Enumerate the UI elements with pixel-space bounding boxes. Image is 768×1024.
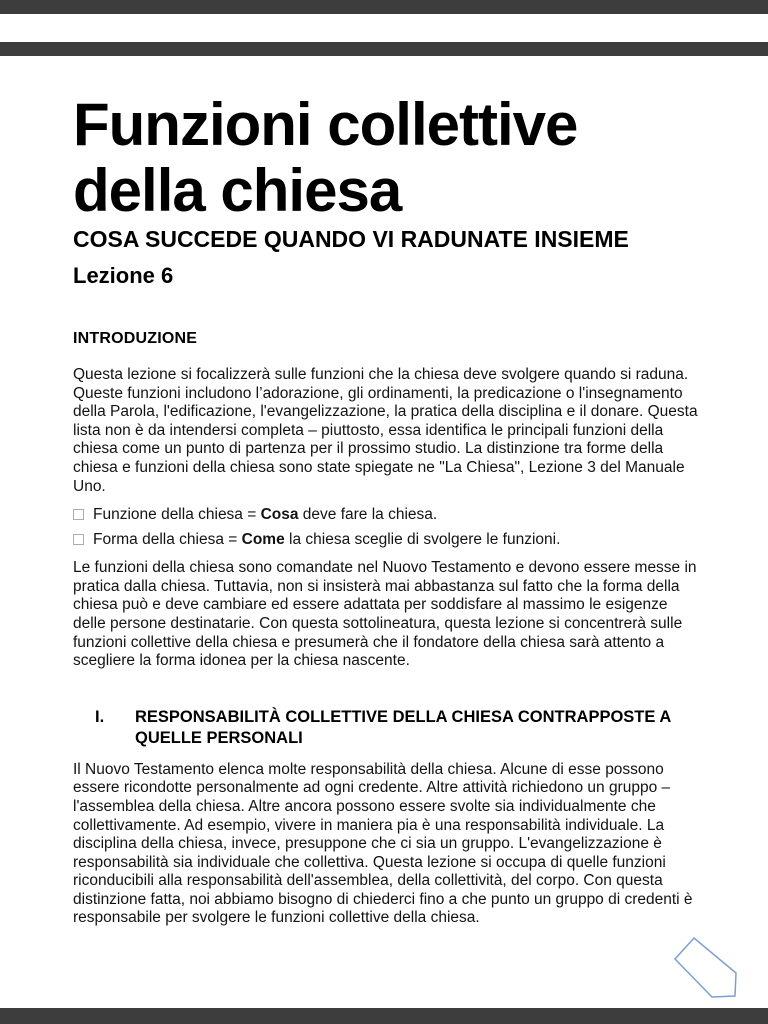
body-paragraph: Le funzioni della chiesa sono comandate nel Nuovo Testamento e devono essere messe in pratica dalla chiesa. Tuttavia, non si insisterà mai abbastanza sul fatto che la forma della chiesa può e deve cambiare ed essere adattata per soddisfare al massimo le esigenze delle persone destinatarie. Con questa sottolineatura, questa lezione si concentrerà sulle funzioni collettive della chiesa e presumerà che il fondatore della chiesa sarà attento a scegliere la forma idonea per la chiesa nascente.: [73, 559, 697, 670]
definition-term: Cosa: [260, 506, 299, 524]
square-bullet-icon: [73, 534, 84, 545]
lesson-number: Lezione 6: [73, 263, 174, 288]
list-item: [73, 502, 702, 527]
definition-text: Funzione della chiesa = Cosa deve fare la chiesa.: [93, 506, 438, 524]
list-item: [73, 527, 702, 552]
square-bullet-icon: [73, 509, 84, 520]
definition-list: [73, 502, 702, 552]
pencil-outline-shape-icon: [660, 925, 750, 1005]
previous-page-bottom-edge: [0, 14, 768, 42]
intro-paragraph: Questa lezione si focalizzerà sulle funzioni che la chiesa deve svolgere quando si raduna. Queste funzioni includono l’adorazione, gli ordinamenti, la predicazione o l'insegnamento della Parola, l'edificazione, l'evangelizzazione, la pratica della disciplina e il donare. Questa lista non è da intendersi completa – piuttosto, essa identifica le principali funzioni della chiesa come un punto di partenza per il prossimo studio. La distinzione tra forme della chiesa e funzioni della chiesa sono state spiegate ne "La Chiesa", Lezione 3 del Manuale Uno.: [73, 366, 698, 495]
document-subtitle: COSA SUCCEDE QUANDO VI RADUNATE INSIEME: [73, 226, 629, 252]
definition-text: Forma della chiesa = Come la chiesa sceglie di svolgere le funzioni.: [93, 531, 561, 549]
document-title: Funzioni collettive della chiesa: [73, 91, 578, 224]
section-heading: [73, 707, 702, 749]
pencil-outline-polygon: [675, 938, 736, 997]
section-paragraph: Il Nuovo Testamento elenca molte responsabilità della chiesa. Alcune di esse possono essere ricondotte personalmente ad ogni credente. Altre attività richiedono un gruppo – l'assemblea della chiesa. Altre ancora possono essere svolte sia individualmente che collettivamente. Ad esempio, vivere in maniera pia è una responsabilità individuale. La disciplina della chiesa, invece, presuppone che ci sia un gruppo. L'evangelizzazione è responsabilità sia individuale che collettiva. Questa lezione si occupa di quelle funzioni riconducibili alla responsabilità dell'assemblea, della collettività, del corpo. Con questa distinzione fatta, noi abbiamo bisogno di chiederci fino a che punto un gruppo di credenti è responsabile per svolgere le funzioni collettive della chiesa.: [73, 760, 693, 927]
document-page: [0, 56, 768, 1008]
section-heading-text: RESPONSABILITÀ COLLETTIVE DELLA CHIESA CONTRAPPOSTE A QUELLE PERSONALI: [135, 707, 671, 747]
intro-heading: INTRODUZIONE: [73, 330, 198, 347]
section-number: I.: [95, 707, 105, 726]
definition-term: Come: [241, 531, 285, 549]
